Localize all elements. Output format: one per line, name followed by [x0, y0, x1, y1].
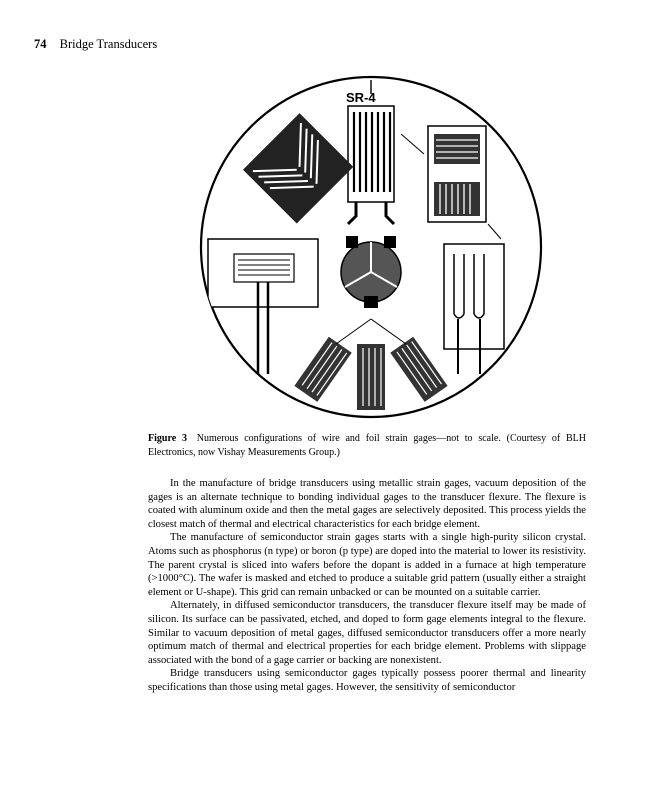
page-number: 74 [34, 37, 47, 51]
figure-caption [148, 432, 586, 460]
running-header [34, 37, 157, 52]
paragraph: In the manufacture of bridge transducers using metallic strain gages, vacuum deposition of the gages is an alternate technique to bonding individual gages to the transducer flexure. The flexure is coated with aluminum oxide and then the metal gages are selectively deposited. This process yields the closest match of thermal and electrical characteristics for each bridge element. [148, 478, 586, 530]
running-title: Bridge Transducers [59, 37, 158, 51]
paragraph: Alternately, in diffused semiconductor transducers, the transducer flexure itself may be made of silicon. Its surface can be passivated, etched, and doped to form gage elements integral to the flexure. Similar to vacuum deposition of metal gages, diffused semiconductor transducers offer a more nearly optimum match of thermal and electrical properties for each bridge element. Problems with slippage associated with the bond of a gage carrier or backing are nonexistent. [148, 600, 586, 666]
sr4-label: SR-4 [346, 90, 376, 105]
caption-label: Figure 3 [148, 433, 187, 444]
body-text [148, 477, 586, 695]
caption-text: Numerous configurations of wire and foil strain gages—not to scale. (Courtesy of BLH Electronics, now Vishay Measurements Group.) [148, 433, 586, 458]
strain-gage-illustration [196, 74, 546, 419]
strain-gage-figure [196, 74, 546, 419]
paragraph: The manufacture of semiconductor strain gages starts with a single high-purity silicon crystal. Atoms such as phosphorus (n type) or boron (p type) are doped into the material to lower its resistivity. The parent crystal is sliced into wafers before the dopant is added in a furnace at high temperature (>1000°C). The wafer is masked and etched to produce a suitable grid pattern (usually either a straight element or U-shape). This grid can remain unbacked or can be mounted on a suitable carrier. [148, 532, 586, 598]
paragraph: Bridge transducers using semiconductor gages typically possess poorer thermal and linearity specifications than those using metal gages. However, the sensitivity of semiconductor [148, 668, 586, 693]
